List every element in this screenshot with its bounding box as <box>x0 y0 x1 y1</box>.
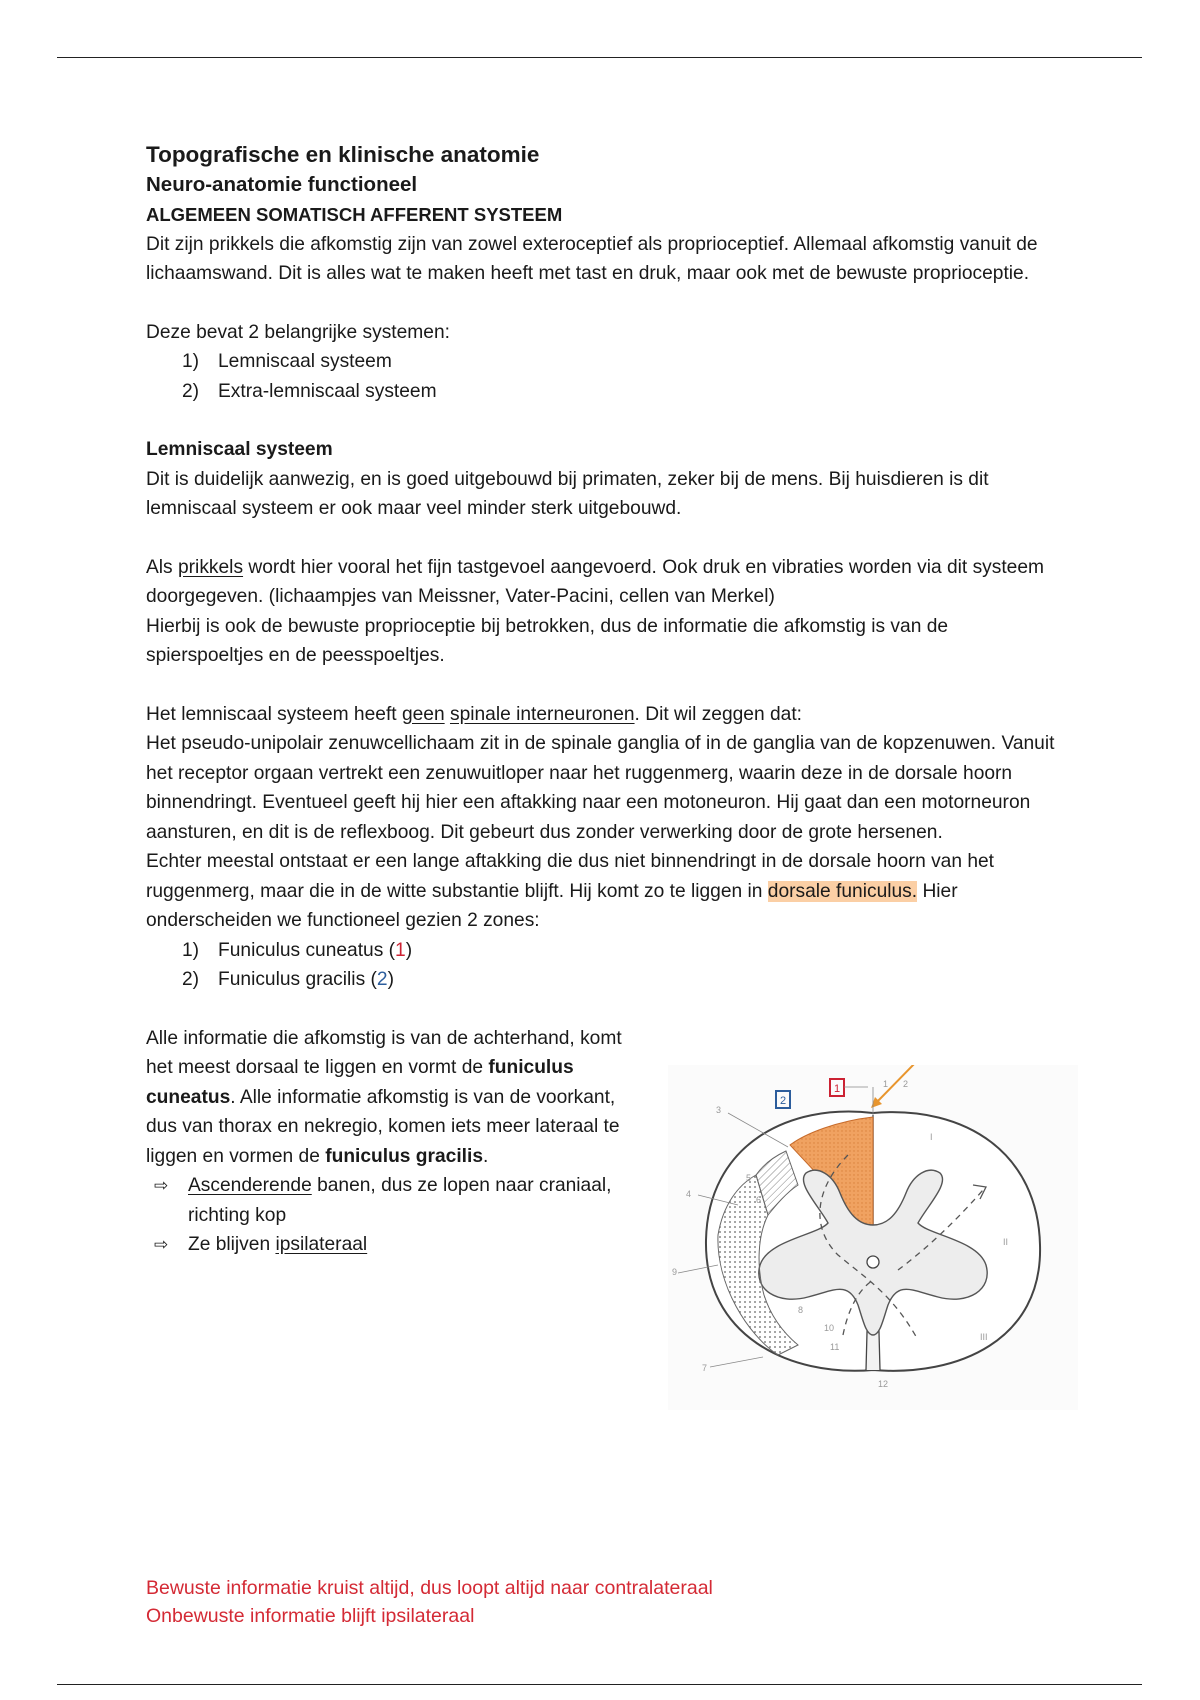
svg-text:4: 4 <box>686 1189 692 1199</box>
paragraph: Hierbij is ook de bewuste proprioceptie bij betrokken, dus de informatie die afkomstig is van de spierspoeltjes en de peesspoeltjes. <box>146 615 949 666</box>
svg-text:1: 1 <box>883 1079 889 1089</box>
note-line: Onbewuste informatie blijft ipsilateraal <box>146 1605 475 1627</box>
svg-text:11: 11 <box>830 1342 840 1352</box>
systems-list <box>146 347 1066 406</box>
note-line: Bewuste informatie kruist altijd, dus loopt altijd naar contralateraal <box>146 1577 713 1599</box>
box-label-left: 2 <box>779 1095 787 1107</box>
list-item: ⇨ Ascenderende banen, dus ze lopen naar craniaal, richting kop <box>146 1171 646 1230</box>
svg-text:8: 8 <box>798 1305 804 1315</box>
paragraph: Het lemniscaal systeem heeft geen spinale interneuronen. Dit wil zeggen dat: <box>146 703 802 725</box>
paragraph: Dit zijn prikkels die afkomstig zijn van zowel exteroceptief als proprioceptief. Allemaal afkomstig vanuit de lichaamswand. Dit is alles wat te maken heeft met tast en druk, maar ook met de bewuste proprioceptie. <box>146 233 1038 284</box>
arrow-list <box>146 1171 646 1260</box>
list-item: 2) Extra-lemniscaal systeem <box>182 380 437 402</box>
bottom-rule <box>57 1684 1142 1685</box>
paragraph: Deze bevat 2 belangrijke systemen: <box>146 321 450 343</box>
left-column <box>146 1024 646 1260</box>
svg-text:5: 5 <box>746 1173 752 1183</box>
svg-text:II: II <box>1003 1237 1009 1247</box>
paragraph: Dit is duidelijk aanwezig, en is goed uitgebouwd bij primaten, zeker bij de mens. Bij huisdieren is dit lemniscaal systeem er ook maar veel minder sterk uitgebouwd. <box>146 468 989 519</box>
document-subtitle: Neuro-anatomie functioneel <box>146 173 418 196</box>
box-label-right: 1 <box>833 1083 841 1095</box>
list-item: 1) Funiculus cuneatus (1) <box>182 939 413 961</box>
arrow-right-icon: ⇨ <box>154 1235 169 1254</box>
section-heading-afferent: ALGEMEEN SOMATISCH AFFERENT SYSTEEM <box>146 204 563 225</box>
spinal-cord-diagram <box>668 1065 1078 1410</box>
svg-text:6: 6 <box>756 1195 762 1205</box>
svg-text:I: I <box>930 1132 933 1142</box>
paragraph: Alle informatie die afkomstig is van de achterhand, komt het meest dorsaal te liggen en vormt de funiculus cuneatus. Alle informatie afkomstig is van de voorkant, dus van thorax en nekregio, komen iets meer lateraal te liggen en vormen de funiculus gracilis. <box>146 1027 622 1167</box>
paragraph: Het pseudo-unipolair zenuwcellichaam zit in de spinale ganglia of in de ganglia van de kopzenuwen. Vanuit het receptor orgaan vertrekt een zenuwuitloper naar het ruggenmerg, waarin deze in de dorsale hoorn binnendringt. Eventueel geeft hij hier een aftakking naar een motoneuron. Hij gaat dan een motorneuron aansturen, en dit is de reflexboog. Dit gebeurt dus zonder verwerking door de grote hersenen. <box>146 733 1055 843</box>
document-title: Topografische en klinische anatomie <box>146 142 540 167</box>
top-rule <box>57 57 1142 58</box>
list-item: 2) Funiculus gracilis (2) <box>182 969 394 990</box>
svg-text:9: 9 <box>672 1267 678 1277</box>
red-notes <box>146 1574 713 1630</box>
svg-text:3: 3 <box>716 1105 722 1115</box>
svg-text:III: III <box>980 1332 988 1342</box>
paragraph: Als prikkels wordt hier vooral het fijn tastgevoel aangevoerd. Ook druk en vibraties worden via dit systeem doorgegeven. (lichaampjes van Meissner, Vater-Pacini, cellen van Merkel) <box>146 556 1045 607</box>
svg-text:7: 7 <box>702 1363 708 1373</box>
svg-text:2: 2 <box>903 1079 909 1089</box>
list-item: ⇨ Ze blijven ipsilateraal <box>146 1230 646 1260</box>
arrow-right-icon: ⇨ <box>154 1176 169 1195</box>
highlight-dorsale-funiculus: dorsale funiculus. <box>767 880 918 902</box>
section-heading-lemniscaal: Lemniscaal systeem <box>146 439 333 460</box>
svg-text:10: 10 <box>824 1323 835 1333</box>
list-item: 1) Lemniscaal systeem <box>182 351 392 372</box>
paragraph: Echter meestal ontstaat er een lange aftakking die dus niet binnendringt in de dorsale hoorn van het ruggenmerg, maar die in de witte substantie blijft. Hij komt zo te liggen in dorsale funiculus. Hier onderscheiden we functioneel gezien 2 zones: <box>146 851 995 931</box>
zones-list <box>146 936 1066 995</box>
svg-text:12: 12 <box>878 1379 889 1389</box>
